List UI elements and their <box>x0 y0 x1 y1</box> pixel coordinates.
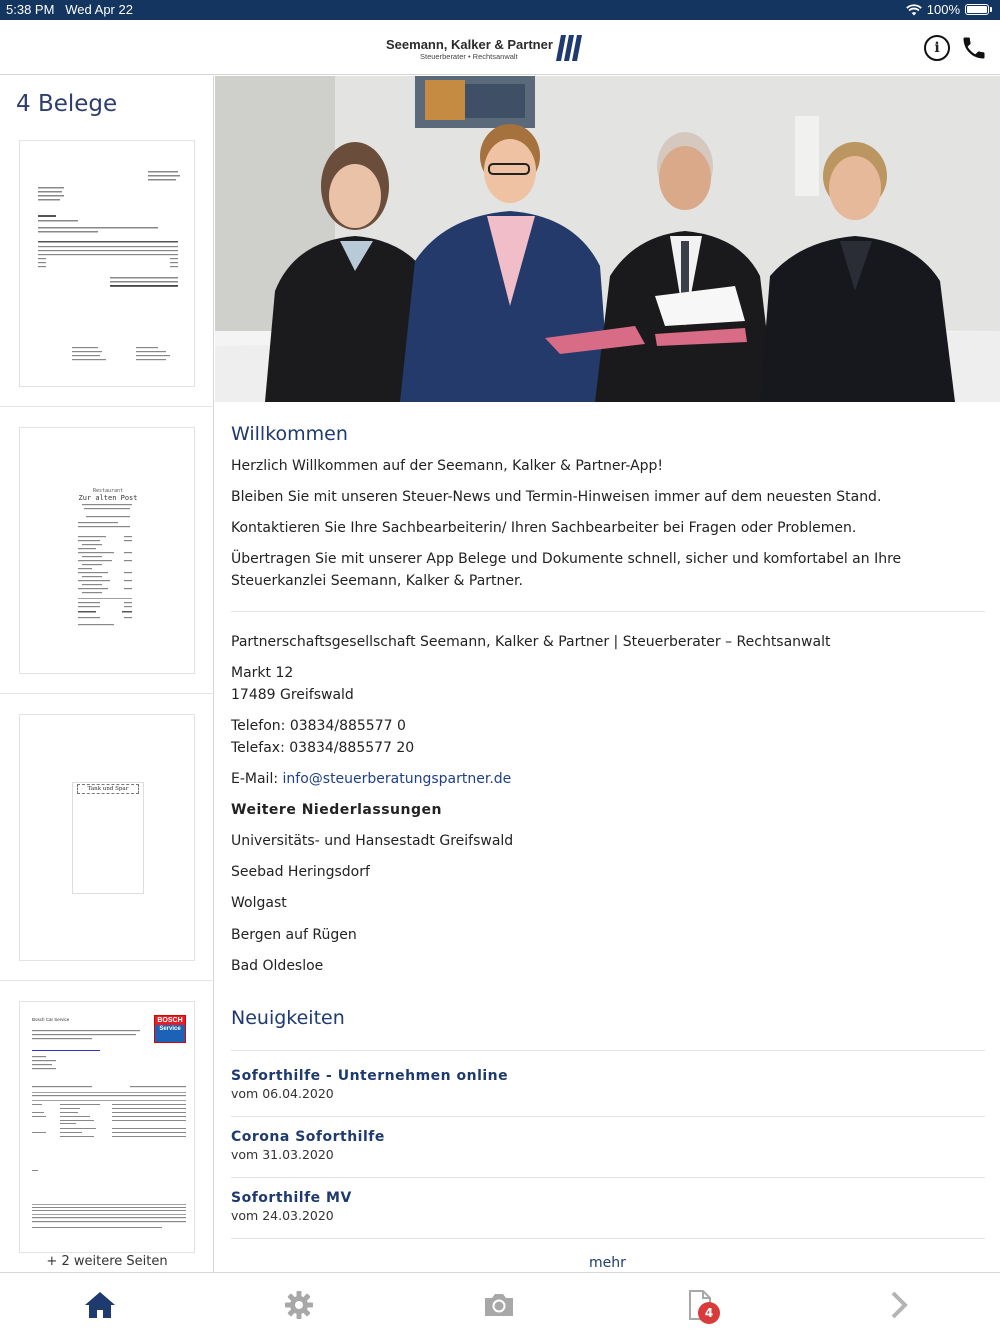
status-indicators <box>906 2 992 17</box>
logo-subtitle: Steuerberater • Rechtsanwalt <box>420 52 518 61</box>
bosch-brand-sub: Service <box>159 1026 181 1032</box>
divider <box>0 980 214 981</box>
more-pages-label[interactable]: + 2 weitere Seiten <box>46 1254 168 1269</box>
news-item-title: Soforthilfe MV <box>231 1190 352 1206</box>
branch-item: Seebad Heringsdorf <box>231 864 370 880</box>
team-photo-illustration <box>215 76 1000 402</box>
branches-title: Weitere Niederlassungen <box>231 802 442 818</box>
receipts-sidebar <box>0 76 214 1272</box>
logo-name: Seemann, Kalker & Partner <box>386 37 553 52</box>
company-logo <box>386 34 586 64</box>
logo-mark-icon <box>556 35 584 61</box>
restaurant-name: Zur alten Post <box>78 494 138 502</box>
divider <box>0 693 214 694</box>
status-bar <box>0 0 1000 20</box>
battery-percent: 100% <box>926 2 960 17</box>
bosch-logo <box>154 1015 186 1043</box>
team-photo <box>215 76 1000 402</box>
email-link[interactable]: info@steuerberatungspartner.de <box>282 771 512 787</box>
chevron-right-icon[interactable] <box>881 1287 917 1323</box>
divider <box>231 1177 985 1178</box>
welcome-paragraph-2: Bleiben Sie mit unseren Steuer-News und Termin-Hinweisen immer auf dem neuesten Stand. <box>231 489 882 505</box>
branch-item: Universitäts- und Hansestadt Greifswald <box>231 833 514 849</box>
fuel-receipt-paper <box>72 782 144 894</box>
divider <box>231 1050 985 1051</box>
bosch-brand: BOSCH <box>155 1016 185 1025</box>
divider <box>0 406 214 407</box>
news-item-date: vom 31.03.2020 <box>231 1147 334 1162</box>
more-news-link[interactable]: mehr <box>589 1255 626 1271</box>
address-street: Markt 12 <box>231 665 294 681</box>
welcome-title: Willkommen <box>231 423 348 445</box>
rechnung-preview <box>20 141 195 387</box>
welcome-paragraph-4: Übertragen Sie mit unserer App Belege und Dokumente schnell, sicher und komfortabel an Ihre Steuerkanzlei Seemann, Kalker & Partner. <box>231 551 902 589</box>
home-icon[interactable] <box>82 1287 118 1323</box>
phone-icon[interactable] <box>960 34 988 62</box>
receipts-count-title: 4 Belege <box>16 91 118 117</box>
email-label: E-Mail: <box>231 771 283 787</box>
divider <box>231 1238 985 1239</box>
divider <box>231 1116 985 1117</box>
settings-gear-icon[interactable] <box>281 1287 317 1323</box>
status-time: 5:38 PM Wed Apr 22 <box>6 2 133 17</box>
company-name: Partnerschaftsgesellschaft Seemann, Kalker & Partner | Steuerberater – Rechtsanwalt <box>231 634 831 650</box>
email-row <box>231 768 511 790</box>
branch-item: Bergen auf Rügen <box>231 927 357 943</box>
address-city: 17489 Greifswald <box>231 687 354 703</box>
battery-icon <box>965 4 989 15</box>
branch-item: Wolgast <box>231 895 287 911</box>
restaurant-label: Restaurant <box>92 488 124 494</box>
news-item-date: vom 24.03.2020 <box>231 1208 334 1223</box>
news-item[interactable] <box>231 1190 985 1223</box>
fax-number: Telefax: 03834/885577 20 <box>231 740 415 756</box>
news-item-title: Soforthilfe - Unternehmen online <box>231 1068 509 1084</box>
welcome-paragraph-3: Kontaktieren Sie Ihre Sachbearbeiterin/ Ihren Sachbearbeiter bei Fragen oder Problemen. <box>231 520 857 536</box>
restaurant-receipt-lines <box>20 428 195 674</box>
divider <box>231 611 985 612</box>
document-thumbnail-fuel-receipt[interactable] <box>19 714 195 961</box>
app-header <box>0 20 1000 75</box>
welcome-paragraph-1: Herzlich Willkommen auf der Seemann, Kalker & Partner-App! <box>231 458 664 474</box>
news-title: Neuigkeiten <box>231 1007 345 1029</box>
news-item-date: vom 06.04.2020 <box>231 1086 334 1101</box>
phone-number[interactable]: Telefon: 03834/885577 0 <box>231 718 406 734</box>
station-name: Tank und Spar <box>77 784 139 794</box>
news-item[interactable] <box>231 1129 985 1162</box>
info-icon[interactable]: i <box>924 35 950 61</box>
document-thumbnail-bosch-invoice[interactable] <box>19 1001 195 1253</box>
documents-badge: 4 <box>698 1302 720 1324</box>
branch-item: Bad Oldesloe <box>231 958 324 974</box>
camera-icon[interactable] <box>481 1287 517 1323</box>
wifi-icon <box>906 4 922 16</box>
bosch-header: Bosch Car Service <box>32 1017 70 1022</box>
news-item-title: Corona Soforthilfe <box>231 1129 385 1145</box>
bottom-tab-bar <box>0 1272 1000 1334</box>
document-thumbnail-rechnung[interactable] <box>19 140 195 387</box>
news-item[interactable] <box>231 1068 985 1101</box>
document-thumbnail-restaurant-receipt[interactable] <box>19 427 195 674</box>
